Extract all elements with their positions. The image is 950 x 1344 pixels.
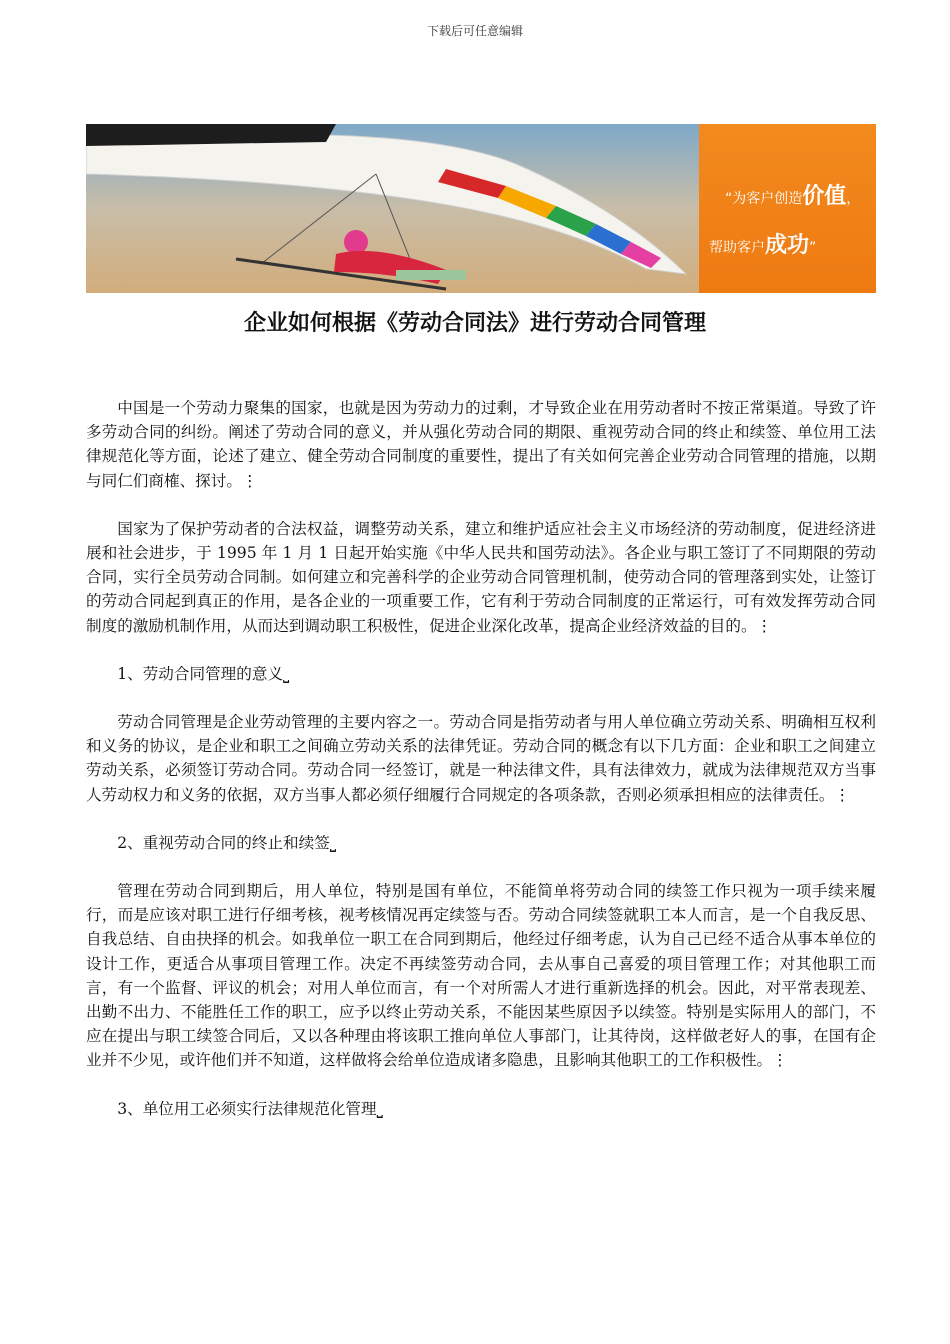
slogan-line-2 <box>709 228 816 259</box>
section-heading-2: 2、重视劳动合同的终止和续签⎵ <box>117 833 337 852</box>
document-title: 企业如何根据《劳动合同法》进行劳动合同管理 <box>243 311 706 336</box>
paragraph-section-2: 管理在劳动合同到期后，用人单位，特别是国有单位，不能简单将劳动合同的续签工作只视为一项手续来履行，而是应该对职工进行仔细考核，视考核情况再定续签与否。劳动合同续签就职工本人而言，是一个自我反思、自我总结、自由抉择的机会。如我单位一职工在合同到期后，他经过仔细考虑，认为自己已经不适合从事本单位的设计工作，更适合从事项目管理工作。决定不再续签劳动合同，去从事自己喜爱的项目管理工作；对其他职工而言，有一个监督、评议的机会；对用人单位而言，有一个对所需人才进行重新选择的机会。因此，对平常表现差、出勤不出力、不能胜任工作的职工，应予以终止劳动关系，不能因某些原因予以续签。特别是实际用人的部门，不应在提出与职工续签合同后，又以各种理由将该职工推向单位人事部门，让其待岗，这样做老好人的事，在国有企业并不少见，或许他们并不知道，这样做将会给单位造成诸多隐患，且影响其他职工的工作积极性。⋮ <box>86 882 876 1070</box>
paragraph-intro: 中国是一个劳动力聚集的国家，也就是因为劳动力的过剩，才导致企业在用劳动者时不按正常渠道。导致了许多劳动合同的纠纷。阐述了劳动合同的意义，并从强化劳动合同的期限、重视劳动合同的终止和续签、单位用工法律规范化等方面，论述了建立、健全劳动合同制度的重要性，提出了有关如何完善企业劳动合同管理的措施，以期与同仁们商榷、探讨。⋮ <box>86 399 876 490</box>
document-body <box>86 396 876 1145</box>
paragraph-section-1: 劳动合同管理是企业劳动管理的主要内容之一。劳动合同是指劳动者与用人单位确立劳动关系、明确相互权利和义务的协议，是企业和职工之间确立劳动关系的法律凭证。劳动合同的概念有以下几方面：企业和职工之间建立劳动关系，必须签订劳动合同。劳动合同一经签订，就是一种法律文件，具有法律效力，就成为法律规范双方当事人劳动权力和义务的依据，双方当事人都必须仔细履行合同规定的各项条款，否则必须承担相应的法律责任。⋮ <box>86 713 876 804</box>
banner-image <box>86 124 876 293</box>
slogan-line-2-post: ” <box>809 240 817 256</box>
banner-slogan <box>699 124 876 293</box>
slogan-line-1-post: ， <box>846 191 861 207</box>
slogan-line-1-pre: “为客户创造 <box>725 191 803 207</box>
slogan-line-1-highlight: 价值 <box>802 184 847 209</box>
paragraph-background: 国家为了保护劳动者的合法权益，调整劳动关系，建立和维护适应社会主义市场经济的劳动制度，促进经济进展和社会进步，于 1995 年 1 月 1 日起开始实施《中华人民共和国劳动法》。各企业与职工签订了不同期限的劳动合同，实行全员劳动合同制。如何建立和完善科学的企业劳动合同管理机制，使劳动合同的管理落到实处，让签订的劳动合同起到真正的作用，是各企业的一项重要工作，它有利于劳动合同制度的正常运行，可有效发挥劳动合同制度的激励机制作用，从而达到调动职工积极性，促进企业深化改革，提高企业经济效益的目的。⋮ <box>86 519 876 635</box>
slogan-line-2-pre: 帮助客户 <box>709 240 765 256</box>
slogan-line-1 <box>725 179 860 210</box>
section-heading-1: 1、劳动合同管理的意义⎵ <box>117 664 290 683</box>
section-heading-3: 3、单位用工必须实行法律规范化管理⎵ <box>117 1099 383 1118</box>
page-header-note: 下载后可任意编辑 <box>426 24 523 38</box>
slogan-line-2-highlight: 成功 <box>765 233 810 258</box>
hang-glider-photo <box>86 124 699 293</box>
